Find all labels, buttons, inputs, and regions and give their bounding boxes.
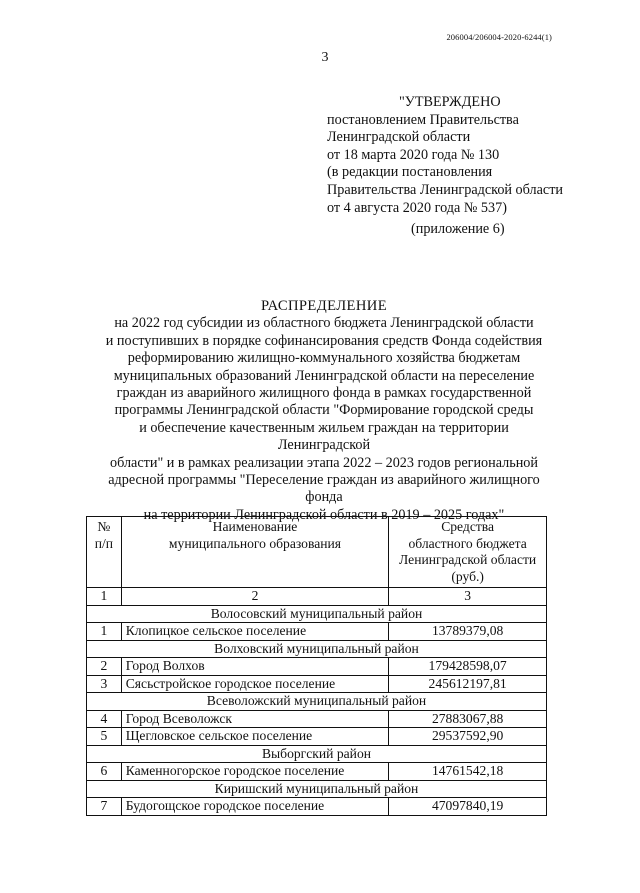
header-text: №	[97, 519, 111, 534]
amount: 14761542,18	[389, 763, 547, 781]
municipality-name: Город Волхов	[121, 658, 389, 676]
amount: 29537592,90	[389, 728, 547, 746]
table-row	[87, 710, 547, 728]
district-row	[87, 693, 547, 711]
column-number: 2	[121, 588, 389, 606]
municipality-name: Щегловское сельское поселение	[121, 728, 389, 746]
amount: 13789379,08	[389, 623, 547, 641]
heading-line: программы Ленинградской области "Формирование городской среды	[114, 402, 534, 419]
table-row	[87, 763, 547, 781]
heading-title: РАСПРЕДЕЛЕНИЕ	[260, 298, 388, 314]
header-text: Наименование	[212, 519, 298, 534]
header-text: (руб.)	[451, 568, 484, 584]
header-text: Ленинградской области	[399, 552, 537, 567]
district-name: Волховский муниципальный район	[87, 640, 547, 658]
district-row	[87, 605, 547, 623]
municipality-name: Город Всеволожск	[121, 710, 389, 728]
approval-line: от 18 марта 2020 года № 130	[327, 146, 500, 163]
district-row	[87, 780, 547, 798]
district-row	[87, 745, 547, 763]
district-row	[87, 640, 547, 658]
header-text: Средства	[441, 519, 495, 534]
header-name	[121, 517, 389, 588]
approval-block	[327, 94, 563, 239]
header-text: областного бюджета	[408, 535, 527, 551]
row-number: 4	[87, 710, 122, 728]
district-name: Выборгский район	[87, 745, 547, 763]
amount: 245612197,81	[389, 675, 547, 693]
allocation-table	[86, 516, 547, 816]
header-text: п/п	[94, 535, 114, 551]
approval-line: от 4 августа 2020 года № 537)	[327, 199, 507, 216]
municipality-name: Сясьстройское городское поселение	[121, 675, 389, 693]
approval-title: "УТВЕРЖДЕНО	[399, 94, 501, 110]
approval-line: Правительства Ленинградской области	[327, 181, 563, 198]
approval-line: постановлением Правительства	[327, 111, 519, 128]
amount: 27883067,88	[389, 710, 547, 728]
approval-line: Ленинградской области	[327, 129, 471, 146]
municipality-name: Будогощское городское поселение	[121, 798, 389, 816]
row-number: 3	[87, 675, 122, 693]
table-row	[87, 798, 547, 816]
heading-line: и обеспечение качественным жильем граждан на территории Ленинградской	[139, 419, 509, 454]
header-text: муниципального образования	[168, 535, 342, 551]
row-number: 7	[87, 798, 122, 816]
district-name: Волосовский муниципальный район	[87, 605, 547, 623]
header-number	[87, 517, 122, 588]
approval-appendix: (приложение 6)	[411, 221, 505, 238]
municipality-name: Клопицкое сельское поселение	[121, 623, 389, 641]
row-number: 2	[87, 658, 122, 676]
heading-line: на территории Ленинградской области в 2019 – 2025 годах"	[143, 506, 505, 523]
approval-line: (в редакции постановления	[327, 164, 493, 181]
row-number: 5	[87, 728, 122, 746]
amount: 47097840,19	[389, 798, 547, 816]
column-number: 1	[87, 588, 122, 606]
heading-line: реформированию жилищно-коммунального хозяйства бюджетам	[127, 350, 521, 367]
heading-line: адресной программы "Переселение граждан из аварийного жилищного фонда	[108, 472, 540, 506]
table-row	[87, 728, 547, 746]
district-name: Киришский муниципальный район	[87, 780, 547, 798]
district-name: Всеволожский муниципальный район	[87, 693, 547, 711]
document-heading	[96, 298, 552, 524]
column-number: 3	[389, 588, 547, 606]
amount: 179428598,07	[389, 658, 547, 676]
table-row	[87, 623, 547, 641]
row-number: 1	[87, 623, 122, 641]
heading-line: и поступивших в порядке софинансирования средств Фонда содействия	[105, 332, 543, 349]
document-id: 206004/206004-2020-6244(1)	[446, 32, 552, 42]
table-row	[87, 675, 547, 693]
page-number: 3	[321, 50, 329, 65]
row-number: 6	[87, 763, 122, 781]
heading-line: граждан из аварийного жилищного фонда в рамках государственной	[116, 385, 532, 402]
heading-line: на 2022 год субсидии из областного бюджета Ленинградской области	[114, 315, 534, 332]
heading-line: области" и в рамках реализации этапа 2022 – 2023 годов региональной	[110, 454, 538, 471]
table-row	[87, 658, 547, 676]
header-amount	[389, 517, 547, 588]
table-header-row	[87, 517, 547, 588]
municipality-name: Каменногорское городское поселение	[121, 763, 389, 781]
heading-line: муниципальных образований Ленинградской области на переселение	[113, 367, 535, 384]
column-number-row	[87, 588, 547, 606]
